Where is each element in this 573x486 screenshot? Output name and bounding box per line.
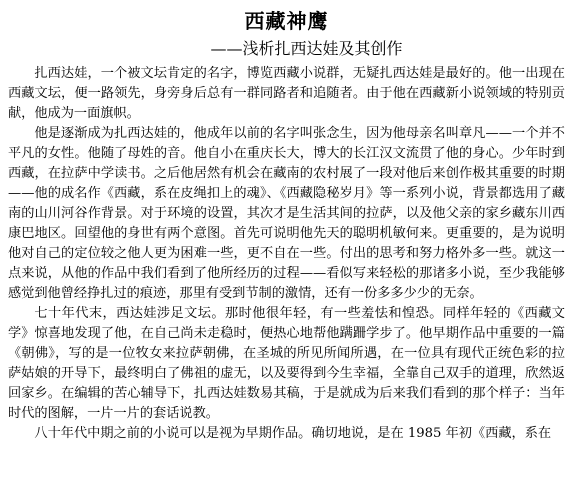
- article-subtitle: ——浅析扎西达娃及其创作: [210, 39, 403, 58]
- paragraph: 八十年代中期之前的小说可以是视为早期作品。确切地说，是在 1985 年初《西藏，系在: [34, 426, 552, 441]
- paragraph: 扎西达娃，一个被文坛肯定的名字，博览西藏小说群，无疑扎西达娃是最好的。他一出现在西藏文坛，便一路领先，身旁身后总有一群同路者和追随者。由于他在西藏新小说领域的特别贡献，他成为一面旗帜。: [8, 66, 565, 121]
- paragraph: 他是逐渐成为扎西达娃的，他成年以前的名字叫张念生，因为他母亲名叫章凡——一个并不平凡的女性。他随了母姓的音。他自小在重庆长大，博大的长江汉文流贯了他的身心。少年时到西藏，在拉萨中学读书。之后他居然有机会在藏南的农村展了一段对他后来创作极其重要的时期——他的成名作《西藏，系在皮绳扣上的魂》、《西藏隐秘岁月》等一系列小说，背景都选用了藏南的山川河谷作背景。对于环境的设置，其次才是生活其间的拉萨，以及他父亲的家乡藏东川西康巴地区。回望他的身世有两个意图。首先可说明他先天的聪明机敏何来。更重要的，是为说明他对自己的定位较之他人更为困难一些，更不自在一些。付出的思考和努力格外多一些。就这一点来说，从他的作品中我们看到了他所经历的过程——看似写来轻松的那诸多小说，至少我能够感觉到他曾经挣扎过的痕迹，那里有受到节制的激情，还有一份多多少少的无奈。: [8, 126, 565, 301]
- paragraph: 七十年代末，西达娃涉足文坛。那时他很年轻，有一些羞怯和惶恐。同样年轻的《西藏文学》惊喜地发现了他，在自己尚未走稳时，便热心地帮他蹒跚学步了。他早期作品中重要的一篇《朝佛》，写的是一位牧女来拉萨朝佛，在圣城的所见所闻所遇，在一位具有现代正统色彩的拉萨姑娘的开导下，最终明白了佛祖的虚无，以及要得到今生幸福，全靠自己双手的道理，欣然返回家乡。在编辑的苦心辅导下，扎西达娃数易其稿，于是就成为后来我们看到的那个样子：当年时代的图解，一片一片的套话说教。: [8, 306, 565, 421]
- article-title: 西藏神鹰: [244, 9, 329, 33]
- article-page: [0, 6, 573, 486]
